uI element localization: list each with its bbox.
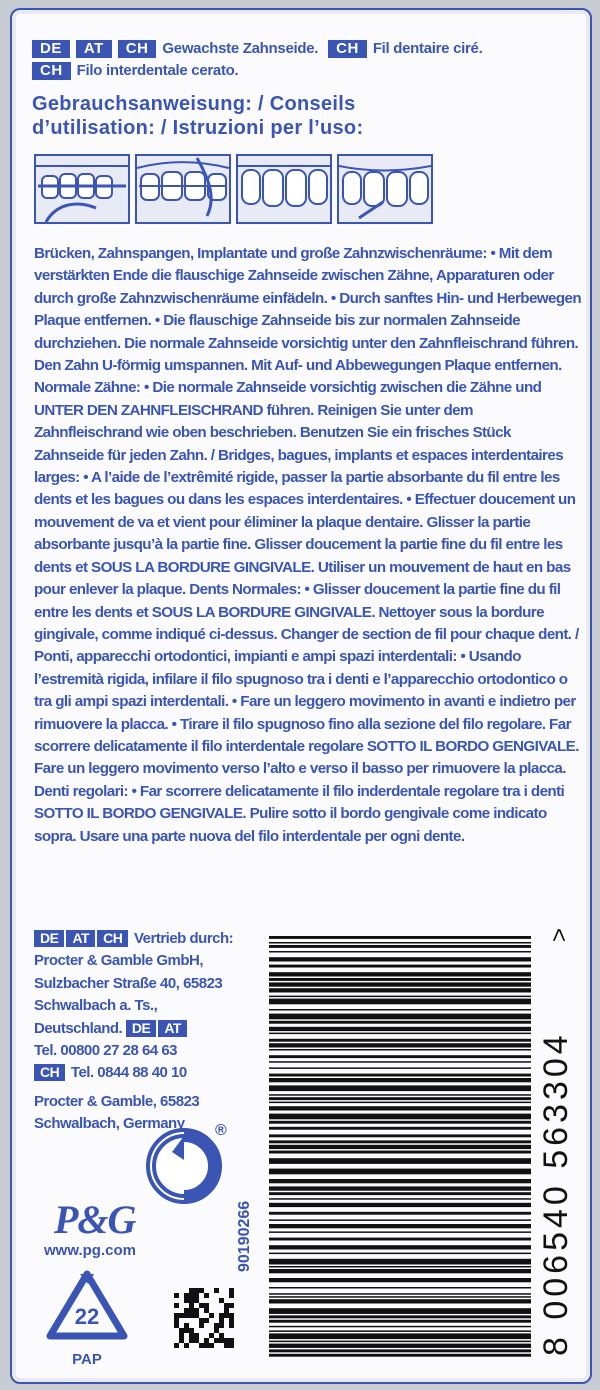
qr-module (219, 1323, 224, 1328)
qr-module (184, 1293, 189, 1298)
step-3-illustration (236, 154, 332, 224)
country-badge-ch: CH (118, 40, 157, 58)
country-badge-ch-fr: CH (328, 40, 367, 58)
tel-badge-de: DE (126, 1020, 156, 1037)
recycling-icon (42, 1268, 132, 1368)
manufacturer-address: Procter & Gamble, 65823 Schwalbach, Germany (34, 1092, 200, 1133)
qr-module (219, 1333, 224, 1338)
qr-module (229, 1313, 234, 1318)
step-2-illustration (135, 154, 231, 224)
instructions-title (32, 92, 572, 140)
qr-module (194, 1288, 199, 1293)
barcode-bar (269, 1039, 531, 1042)
barcode-bar (269, 1333, 531, 1339)
qr-module (199, 1318, 204, 1323)
teeth-bridge-icon (36, 156, 128, 222)
qr-module (174, 1293, 179, 1298)
barcode-bar (269, 988, 531, 992)
qr-module (189, 1298, 194, 1303)
qr-module (219, 1298, 224, 1303)
barcode-bar (269, 1009, 531, 1011)
qr-module (204, 1293, 209, 1298)
qr-module (189, 1313, 194, 1318)
qr-module (229, 1343, 234, 1348)
barcode-bar (269, 936, 531, 939)
barcode-digits: 8 006540 563304 (537, 1031, 575, 1356)
country-badge-ch-it: CH (32, 62, 71, 80)
barcode-bar (269, 1238, 531, 1241)
qr-module (224, 1303, 229, 1308)
qr-module (229, 1323, 234, 1328)
barcode-bar (269, 1344, 531, 1348)
qr-module (179, 1328, 184, 1333)
qr-module (194, 1333, 199, 1338)
qr-module (194, 1313, 199, 1318)
teeth-braces-icon (137, 156, 229, 222)
barcode-bar (269, 1308, 531, 1314)
barcode-bar (269, 1212, 531, 1215)
step-1-illustration (34, 154, 130, 224)
article-code (234, 1152, 254, 1272)
barcode-bar (269, 1102, 531, 1104)
qr-module (174, 1313, 179, 1318)
pg-logo: P&G (54, 1197, 136, 1242)
qr-module (214, 1323, 219, 1328)
qr-module (174, 1303, 179, 1308)
teeth-gumline-icon (339, 156, 431, 222)
barcode-bar (269, 1151, 531, 1154)
qr-module (194, 1298, 199, 1303)
barcode-bar (269, 1266, 531, 1268)
qr-module (184, 1323, 189, 1328)
barcode-bar (269, 1224, 531, 1228)
qr-module (199, 1323, 204, 1328)
barcode-bar (269, 1097, 531, 1100)
qr-module (194, 1293, 199, 1298)
barcode (267, 916, 592, 1366)
barcode-bar (269, 1094, 531, 1096)
barcode-bar (269, 1198, 531, 1200)
barcode-bar (269, 1169, 531, 1175)
barcode-bar (269, 1033, 531, 1035)
qr-module (224, 1338, 229, 1343)
qr-module (229, 1338, 234, 1343)
barcode-bar (269, 996, 531, 998)
qr-module (184, 1308, 189, 1313)
qr-module (189, 1303, 194, 1308)
barcode-bar (269, 1127, 531, 1130)
qr-module (204, 1303, 209, 1308)
qr-module (209, 1343, 214, 1348)
qr-module (229, 1288, 234, 1293)
step-illustrations (34, 154, 434, 226)
qr-module (214, 1328, 219, 1333)
barcode-bar (269, 1269, 531, 1273)
qr-module (204, 1343, 209, 1348)
qr-module (219, 1338, 224, 1343)
qr-module (229, 1293, 234, 1298)
recycling-code: PAP (72, 1351, 102, 1368)
qr-module (214, 1338, 219, 1343)
qr-module (189, 1288, 194, 1293)
phone-ch: Tel. 0844 88 40 10 (70, 1064, 187, 1082)
qr-module (189, 1328, 194, 1333)
qr-module (174, 1343, 179, 1348)
barcode-bar (269, 1074, 531, 1077)
barcode-bar (269, 1299, 531, 1303)
recycling-number: 22 (74, 1304, 100, 1329)
barcode-bar (269, 1049, 531, 1051)
barcode-bar (269, 951, 531, 953)
country-badge-at: AT (76, 40, 112, 58)
qr-module (204, 1338, 209, 1343)
barcode-bar (269, 1296, 531, 1298)
barcode-bar (269, 1061, 531, 1063)
qr-module (224, 1313, 229, 1318)
barcode-arrow: > (546, 927, 573, 942)
title-line-2: d’utilisation: / Istruzioni per l’uso: (32, 117, 364, 139)
barcode-bar (269, 978, 531, 981)
dist-badge-ch: CH (97, 930, 128, 947)
barcode-bar (269, 1287, 531, 1289)
barcode-bar (269, 1293, 531, 1295)
qr-module (184, 1343, 189, 1348)
barcode-bar (269, 1043, 531, 1047)
qr-module (174, 1323, 179, 1328)
qr-module (194, 1308, 199, 1313)
barcode-bar (269, 965, 531, 968)
distributor-info (34, 928, 244, 1136)
qr-module (204, 1318, 209, 1323)
barcode-bar (269, 945, 531, 948)
package-panel (10, 8, 592, 1384)
barcode-bar (269, 1253, 531, 1255)
barcode-bar (269, 1320, 531, 1323)
barcode-bar (269, 942, 531, 944)
barcode-bar (269, 972, 531, 976)
barcode-bar (269, 1114, 531, 1120)
barcode-bar (269, 1186, 531, 1190)
qr-module (179, 1313, 184, 1318)
barcode-bar (269, 1245, 531, 1249)
distributor-address: Vertrieb durch: Procter & Gamble GmbH, Sulzbacher Straße 40, 65823 Schwalbach a. Ts., Deutschland. (34, 930, 234, 1037)
product-header (32, 38, 572, 82)
product-name-fr: Fil dentaire ciré. (372, 40, 483, 57)
barcode-bar (269, 1078, 531, 1082)
barcode-bar (269, 1021, 531, 1024)
green-dot-icon (144, 1126, 224, 1206)
qr-module (189, 1338, 194, 1343)
step-4-illustration (337, 154, 433, 224)
tel-badge-ch: CH (34, 1064, 65, 1081)
barcode-bar (269, 1014, 531, 1020)
dist-badge-de: DE (34, 930, 64, 947)
barcode-bar (269, 1203, 531, 1207)
barcode-bar (269, 1231, 531, 1233)
qr-module (219, 1313, 224, 1318)
barcode-bar (269, 1055, 531, 1058)
qr-module (189, 1333, 194, 1338)
product-name-it: Filo interdentale cerato. (76, 62, 239, 79)
barcode-bar (269, 1192, 531, 1195)
qr-module (174, 1318, 179, 1323)
title-line-1: Gebrauchsanweisung: / Conseils (32, 93, 356, 115)
barcode-bar (269, 1027, 531, 1031)
qr-module (209, 1333, 214, 1338)
barcode-bar (269, 1330, 531, 1332)
barcode-bar (269, 1341, 531, 1343)
country-badge-de: DE (32, 40, 70, 58)
barcode-bar (269, 1067, 531, 1069)
barcode-bar (269, 1259, 531, 1265)
qr-module (199, 1303, 204, 1308)
qr-module (184, 1313, 189, 1318)
tel-badge-at: AT (158, 1020, 187, 1037)
barcode-bar (269, 1106, 531, 1110)
registered-mark: ® (215, 1122, 227, 1139)
qr-module (199, 1343, 204, 1348)
barcode-bar (269, 1278, 531, 1282)
barcode-bar (269, 957, 531, 961)
pg-url: www.pg.com (44, 1242, 136, 1259)
qr-module (184, 1328, 189, 1333)
barcode-bar (269, 1085, 531, 1091)
barcode-bar (269, 1140, 531, 1143)
qr-module (194, 1338, 199, 1343)
barcode-bar (269, 1349, 531, 1352)
qr-module (229, 1303, 234, 1308)
qr-module (189, 1308, 194, 1313)
barcode-bar (269, 1158, 531, 1164)
teeth-floss-icon (238, 156, 330, 222)
barcode-bar (269, 1134, 531, 1137)
barcode-bar (269, 1219, 531, 1221)
dist-badge-at: AT (66, 930, 95, 947)
barcode-bar (269, 1315, 531, 1318)
article-code-text: 90190266 (236, 1200, 253, 1272)
qr-module (189, 1293, 194, 1298)
qr-module (209, 1313, 214, 1318)
product-name-de: Gewachste Zahnseide. (162, 40, 319, 57)
instructions-text: Brücken, Zahnspangen, Implantate und große Zahnzwischenräume: • Mit dem verstärkten Ende die flauschige Zahnseide zwischen Zähne, Apparaturen oder durch große Zahnzwischenräume einfädeln. • Durch sanftes Hin- und Herbewegen Plaque entfernen. • Die flauschige Zahnseide bis zur normalen Zahnseide durchziehen. Die normale Zahnseide vorsichtig unter den Zahnfleischrand führen. Den Zahn U-förmig umspannen. Mit Auf- und Abbewegungen Plaque entfernen. Normale Zähne: • Die normale Zahnseide vorsichtig zwischen die Zähne und UNTER DEN ZAHNFLEISCHRAND führen. Reinigen Sie unter dem Zahnfleischrand wie oben beschrieben. Benutzen Sie ein frisches Stück Zahnseide für jeden Zahn. / Bridges, bagues, implants et espaces interdentaires larges: • A l’aide de l’extrêmité rigide, passer la partie absorbante du fil entre les dents et les bagues ou dans les espaces interdentaires. • Effectuer doucement un mouvement de va et vient pour éliminer la plaque dentaire. Glisser la partie absorbante jusqu’à la partie fine. Glisser doucement la partie fine du fil entre les dents et SOUS LA BORDURE GINGIVALE. Utiliser un mouvement de haut en bas pour enlever la plaque. Dents Normales: • Glisser doucement la partie fine du fil entre les dents et SOUS LA BORDURE GINGIVALE. Nettoyer sous la bordure gingivale, comme indiqué ci-dessus. Changer de section de fil pour chaque dent. / Ponti, apparecchi ortodontici, impianti e ampi spazi interdentali: • Usando l’estremità rigida, infilare il filo spugnoso tra i denti e l’apparecchio ortodontico o tra gli ampi spazi interdentali. • Fare un leggero movimento in avanti e indietro per rimuovere la placca. • Tirare il filo spugnoso fino alla sezione del filo regolare. Far scorrere delicatamente il filo interdentale regolare SOTTO IL BORDO GENGIVALE. Fare un leggero movimento verso l’alto e verso il basso per rimuovere la placca. Denti regolari: • Far scorrere delicatamente il filo inderdentale regolare tra i denti SOTTO IL BORDO GENGIVALE. Pulire sotto il bordo gengivale come indicato sopra. Usare una parte nuova del filo interdentale per ogni dente. (34, 245, 582, 845)
qr-module (219, 1318, 224, 1323)
qr-module (214, 1288, 219, 1293)
barcode-bar (269, 999, 531, 1005)
qr-module (229, 1318, 234, 1323)
qr-module (179, 1338, 184, 1343)
qr-module (204, 1308, 209, 1313)
barcode-bar (269, 1354, 531, 1357)
qr-module (224, 1308, 229, 1313)
qr-module (199, 1288, 204, 1293)
barcode-bar (269, 1326, 531, 1328)
barcode-bar (269, 1179, 531, 1183)
qr-code-icon (174, 1288, 234, 1348)
qr-module (184, 1298, 189, 1303)
barcode-bar (269, 1121, 531, 1124)
phone-de-at: Tel. 00800 27 28 64 63 (34, 1042, 178, 1060)
qr-module (224, 1343, 229, 1348)
qr-module (179, 1333, 184, 1338)
barcode-bar (269, 1145, 531, 1149)
barcode-bar (269, 982, 531, 986)
